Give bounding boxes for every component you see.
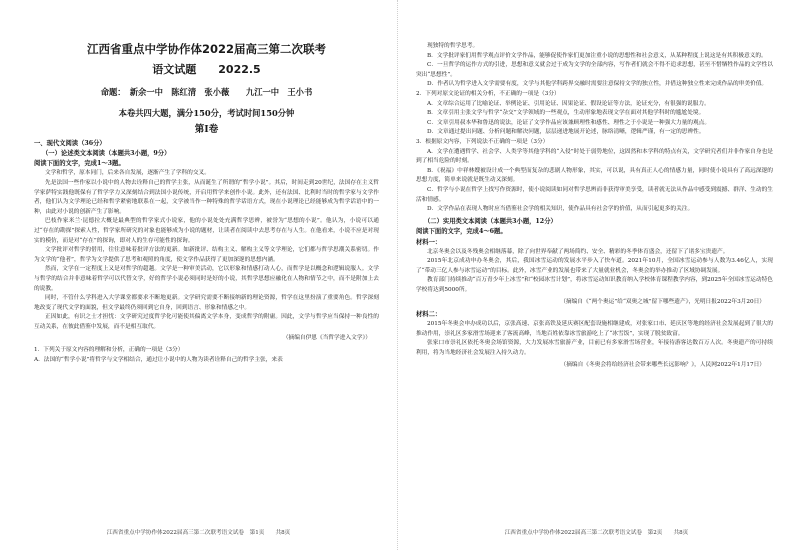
source-citation: （摘编自伊恩《当哲学进入文学》） (282, 335, 371, 342)
question-3-option: D．文学作品在表现人物时应当借鉴社会学的相关知识，使作品具有社会学的价值，从而引起更多的关注。 (427, 206, 694, 213)
question-3: 3．根据原文内容，下列说法不正确的一项是（3分） (416, 138, 549, 145)
instruction: 阅读下面的文字，完成4～6题。 (416, 227, 507, 235)
option-text: B．文学批评家们用哲学观点评价文学作品，能够促使作家们更加注重小说的思想性和社会意义，从某种程度上说这是有其积极意义的。 (427, 52, 767, 59)
exam-notice: 本卷共四大题，满分150分，考试时间150分钟 (118, 108, 295, 119)
paragraph: 然而，文学在一定程度上又是对哲学的超越。文学是一种审美活动，它以形象和情感打动人心，而哲学是以概念和逻辑说服人。文学与哲学的结合并非意味着哲学可以代替文学，好的哲学小说必须同时是好的小说，其哲学思想应融化在人物和情节之中，而不是附加上去的说教。 (34, 266, 379, 292)
question-3-option: C．哲学与小说在哲学上找写作资源时，使小说阅读如同对哲学思辨而非获得审美享受，读者就无法从作品中感受到震撼、群洋、生动的生活和情感。 (416, 186, 773, 203)
question-1: 1．下列关于原文内容的理解和分析，正确的一项是（3分） (34, 347, 184, 354)
paragraph: 2015年北京成功申办冬奥会，其后，我国冰雪运动的发展水平步入了快车道。2021年10月，全国冰雪运动参与人数为3.46亿人，实现了“带动三亿人参与冰雪运动”的目标。此外，冰雪产业的发展也带来了大量就业机会，冬奥会的举办推动了区域协调发展。 (416, 258, 773, 274)
exam-authors: 命题： 新余一中 陈红清 张小薇 九江一中 王小书 (100, 87, 313, 98)
paragraph: 正因如此，有识之士才担忧：文学研究过度哲学化可能使其偏离文学本身，变成哲学的附庸。因此，文学与哲学应当保持一种良性的互动关系，在彼此借鉴中发展，而不是相互取代。 (34, 314, 379, 330)
exam-title: 江西省重点中学协作体2022届高三第二次联考 (86, 42, 326, 56)
source-citation: （摘编自《“两个奥运”给“双奥之城”留下哪些遗产》，光明日报2022年3月20日） (560, 298, 765, 305)
question-2: 2．下列对原文论证的相关分析，不正确的一项是（3分） (416, 90, 560, 97)
paragraph: 教育部门持续推动“百万青少年上冰雪”和“校园冰雪计划”，将冰雪运动知识教育纳入学校体育课程教学内容，到2025年全国冰雪运动特色学校将达到5000所。 (416, 277, 773, 294)
material-label: 材料一： (416, 238, 442, 246)
paragraph: 张家口市崇礼区依托冬奥会场馆资源，大力发展冰雪旅游产业，目前已有多家滑雪场营业，年接待游客达数百万人次。冬奥遗产的可持续利用，将为当地经济社会发展注入持久动力。 (416, 340, 773, 357)
paragraph: 巴枝作家米兰·昆德拉大概是最典型的哲学家式小说家，他的小说处处充满哲学思辨，被誉为“思想的小说”。他认为，小说可以通过“存在的勘探”探索人性，哲学家所研究的对象也能够成为小说的题材，让读者在阅读中去思考存在与人生。在他看来，小说不应是对现实的模仿，而是对“存在”的探询，即对人的生存可能性的探询。 (34, 218, 379, 244)
paragraph: 先是法国一些作家以小说中的人物去诠释自己的哲学主张，从而诞生了所谓的“哲学小说”。其后，时间走到20世纪，法国存在主义哲学家萨特实践他既保有了哲学学力又深刻结合到法国小说传统，开启用哲学来创作小说。此外，还有法国、比利时当时的哲学家与文学作者，他们认为文学理论已经和哲学紧密地联系在一起，文学被当作一种特殊的哲学话语方式，现在小说理论已经能够成为哲学话语中的一种，由此对小说的创新产生了影响。 (34, 179, 379, 215)
question-2-option: A．文章综合运用了比喻论证、举例论证、引用论证、因果论证、假设论证等方法，论证充分，有很强的说服力。 (427, 100, 710, 107)
question-1-option-a: A．法国的“哲学小说”将哲学与文学相结合，通过让小说中的人物为读者诠释自己的哲学主张，来表 (34, 356, 283, 363)
paragraph: 同时，不管什么学科进入大学课堂都要求不断地更新。文学研究需要不断接纳新的理论资源，哲学在这里扮演了重要角色。哲学深刻地改变了现代文学的面貌，但文学最终仍须回到它自身，回到语言、形象和情感之中。 (34, 295, 379, 311)
question-2-option: D．文章通过提出问题、分析问题和解决问题，层层递进地展开论述，脉络清晰，逻辑严谨，有一定的思辨性。 (427, 129, 705, 136)
page-footer: 江西省重点中学协作体2022届高三第二次联考语文试卷 第1页 共8页 (106, 530, 291, 536)
paragraph: 文学批评对哲学的借用，往往意味着批评方法的更新。如新批评、结构主义、解构主义等文学理论，它们都与哲学思潮关系密切。作为文学的“他者”，哲学为文学提供了思考和观照的角度，使文学作品获得了更加深邃的思想内涵。 (34, 247, 379, 263)
paragraph: 文学和哲学，原本同门，后来各自发展，逐渐产生了学科的交叉。 (45, 170, 210, 177)
option-text: C．一旦哲学的运作方式的引进，思想和意义就会过于成为文学的全部内容，写作者们就会不得不追求思想，甚至不惜牺牲作品的文学性以突出“思想性”。 (416, 62, 773, 78)
source-citation: （摘编自《冬奥会将给经济社会带来哪些长远影响？》，人民网2022年1月17日） (560, 361, 765, 368)
volume-label: 第Ⅰ卷 (194, 124, 219, 136)
question-3-option: A．文学在遭遇哲学、社会学、人类学等其他学科的“入侵”时处于弱势地位，这固然和本学科的特点有关，文学研究者们并非作家自身也是到了相当危险的时刻。 (416, 148, 773, 165)
right-column (398, 0, 794, 550)
exam-subtitle: 语文试题 2022.5 (152, 63, 261, 77)
subsection-heading: （一）论述类文本阅读（本题共3小题，9分） (42, 150, 171, 158)
question-2-option: C．文章引用叔本华和鲁迅的说法，论证了文学作品应该兼顾理性和感性、理性之于小说是一种强大力量的观点。 (427, 119, 711, 126)
question-2-option: B．文章引用主张文学与哲学“杂交”文学领域的一些观点，生动形象地表现文学在面对其他学科时的尴尬处境。 (427, 110, 705, 117)
instruction: 阅读下面的文字，完成1～3题。 (34, 160, 125, 168)
subsection-heading: （二）实用类文本阅读（本题共3小题，12分） (424, 217, 557, 225)
section-heading: 一、现代文阅读（36分） (34, 140, 106, 148)
option-text: D．作者认为哲学进入文学需要有度，文学与其他学科跨界交融时需要注意保持文学的独立性，并借这种独立性来完成作品的审美价值。 (427, 81, 768, 88)
paragraph: 现独特的哲学思考。 (427, 43, 479, 49)
page-footer: 江西省重点中学协作体2022届高三第二次联考语文试卷 第2页 共8页 (504, 530, 689, 536)
right-page (397, 0, 794, 550)
material-label: 材料二： (416, 311, 442, 319)
paragraph: 2015年冬奥会申办成功以后，京张高速、京张高铁及延庆赛区配套设施相继建成，对张家口市、延庆区等地的经济社会发展起到了很大的推动作用，崇礼区多家滑雪场迎来了客流高峰，当地百姓依靠冰雪旅游吃上了“冰雪饭”，实现了脱贫致富。 (416, 321, 773, 337)
paragraph: 北京冬奥会以及冬残奥会相继落幕，除了向世界奉献了两场简约、安全、精彩的冬季体育盛会，还留下了诸多宝贵遗产。 (427, 248, 729, 255)
question-3-option: B．《祝福》中祥林嫂被设计成一个典型而复杂的悲剧人物形象，其实，可以说，具有真正人心的情感力量，同时使小说具有了高远深邃的思想力度，简单来说就是既生动又深刻。 (416, 167, 773, 184)
